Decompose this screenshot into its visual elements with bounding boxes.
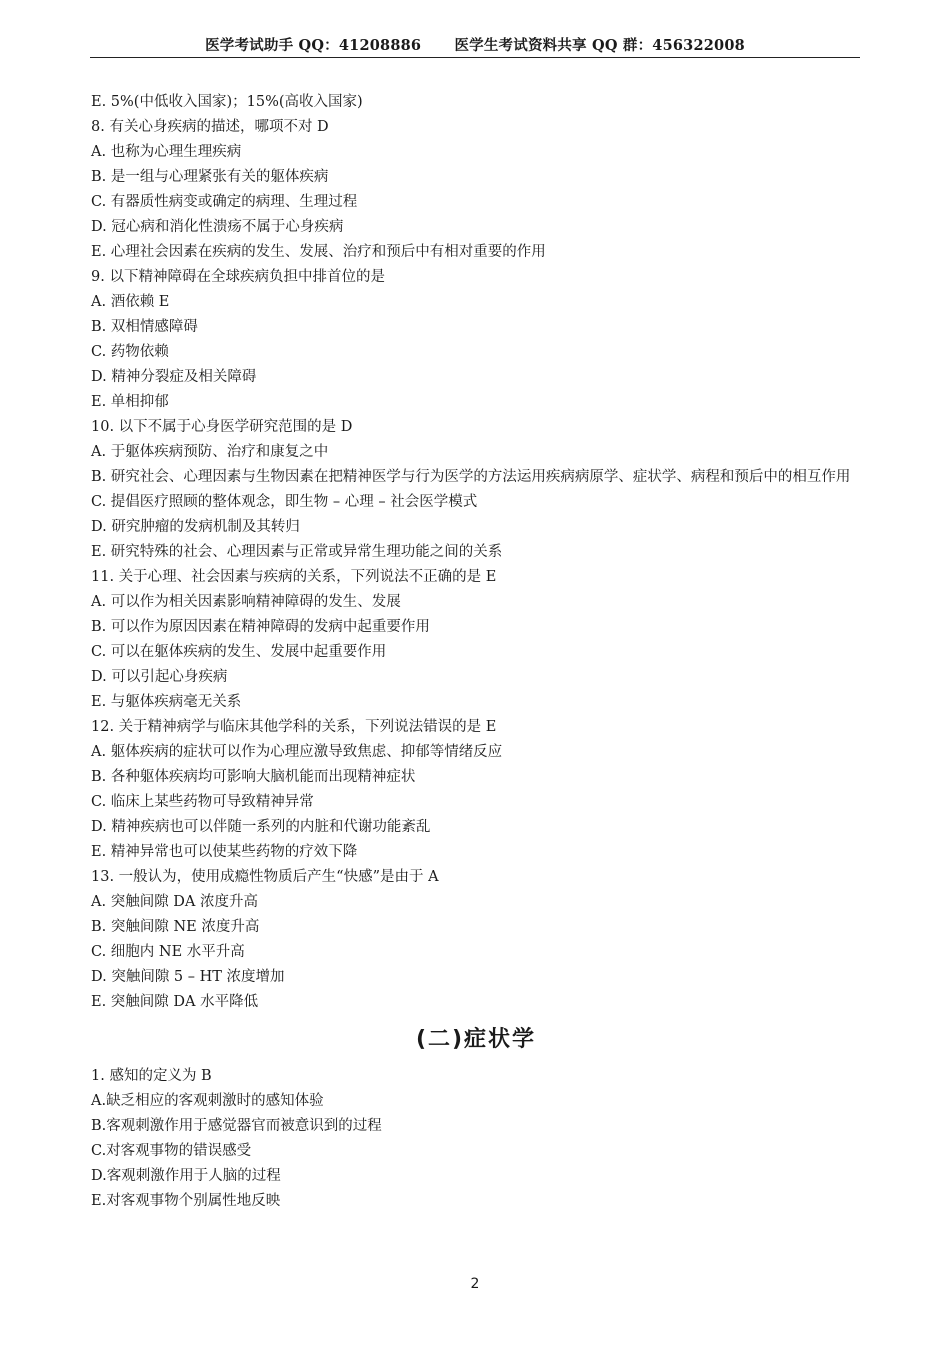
- text-line: E. 研究特殊的社会、心理因素与正常或异常生理功能之间的关系: [91, 544, 503, 560]
- text-line: C. 临床上某些药物可导致精神异常: [91, 794, 314, 810]
- text-line: E.对客观事物个别属性地反映: [91, 1193, 281, 1209]
- text-line: D. 精神疾病也可以伴随一系列的内脏和代谢功能紊乱: [91, 819, 431, 835]
- header-left-text: 医学考试助手 QQ：41208886: [205, 37, 422, 54]
- text-line: B. 是一组与心理紧张有关的躯体疾病: [91, 169, 329, 185]
- text-line: D. 研究肿瘤的发病机制及其转归: [91, 519, 300, 535]
- text-line: 10. 以下不属于心身医学研究范围的是 D: [91, 419, 353, 435]
- text-line: B. 双相情感障碍: [91, 319, 198, 335]
- text-line: D. 可以引起心身疾病: [91, 669, 228, 685]
- page-header: [90, 34, 860, 55]
- question-list-part1: [91, 90, 861, 1015]
- text-line: A. 酒依赖 E: [91, 294, 170, 310]
- text-line: C. 细胞内 NE 水平升高: [91, 944, 245, 960]
- text-line: A. 躯体疾病的症状可以作为心理应激导致焦虑、抑郁等情绪反应: [91, 744, 503, 760]
- text-line: B. 研究社会、心理因素与生物因素在把精神医学与行为医学的方法运用疾病病原学、症状学、病程和预后中的相互作用: [91, 469, 851, 485]
- text-line: C. 提倡医疗照顾的整体观念，即生物 – 心理 – 社会医学模式: [91, 494, 478, 510]
- text-line: E. 精神异常也可以使某些药物的疗效下降: [91, 844, 358, 860]
- text-line: 13. 一般认为，使用成瘾性物质后产生“快感”是由于 A: [91, 869, 439, 885]
- page-number: 2: [470, 1276, 480, 1292]
- text-line: B. 突触间隙 NE 浓度升高: [91, 919, 260, 935]
- text-line: A. 于躯体疾病预防、治疗和康复之中: [91, 444, 329, 460]
- section-title: (二)症状学: [415, 1027, 537, 1052]
- text-line: C.对客观事物的错误感受: [91, 1143, 252, 1159]
- text-line: C. 有器质性病变或确定的病理、生理过程: [91, 194, 358, 210]
- text-line: A. 突触间隙 DA 浓度升高: [91, 894, 259, 910]
- text-line: E. 突触间隙 DA 水平降低: [91, 994, 259, 1010]
- text-line: B. 可以作为原因因素在精神障碍的发病中起重要作用: [91, 619, 430, 635]
- text-line: E. 单相抑郁: [91, 394, 169, 410]
- text-line: D.客观刺激作用于人脑的过程: [91, 1168, 281, 1184]
- text-line: D. 突触间隙 5 – HT 浓度增加: [91, 969, 285, 985]
- text-line: B.客观刺激作用于感觉器官而被意识到的过程: [91, 1118, 382, 1134]
- text-line: 1. 感知的定义为 B: [91, 1068, 212, 1084]
- text-line: D. 精神分裂症及相关障碍: [91, 369, 257, 385]
- header-rule: [90, 57, 860, 58]
- text-line: 8. 有关心身疾病的描述，哪项不对 D: [91, 119, 329, 135]
- text-line: C. 药物依赖: [91, 344, 169, 360]
- text-line: E. 心理社会因素在疾病的发生、发展、治疗和预后中有相对重要的作用: [91, 244, 546, 260]
- text-line: 12. 关于精神病学与临床其他学科的关系，下列说法错误的是 E: [91, 719, 497, 735]
- text-line: D. 冠心病和消化性溃疡不属于心身疾病: [91, 219, 344, 235]
- text-line: C. 可以在躯体疾病的发生、发展中起重要作用: [91, 644, 387, 660]
- document-body: [91, 90, 861, 1214]
- text-line: E. 与躯体疾病毫无关系: [91, 694, 242, 710]
- text-line: 9. 以下精神障碍在全球疾病负担中排首位的是: [91, 269, 385, 285]
- text-line: A.缺乏相应的客观刺激时的感知体验: [91, 1093, 324, 1109]
- text-line: 11. 关于心理、社会因素与疾病的关系，下列说法不正确的是 E: [91, 569, 497, 585]
- question-list-part2: [91, 1064, 861, 1214]
- text-line: E. 5%(中低收入国家)；15%(高收入国家): [91, 94, 363, 110]
- text-line: B. 各种躯体疾病均可影响大脑机能而出现精神症状: [91, 769, 416, 785]
- text-line: A. 可以作为相关因素影响精神障碍的发生、发展: [91, 594, 401, 610]
- text-line: A. 也称为心理生理疾病: [91, 144, 242, 160]
- header-right-text: 医学生考试资料共享 QQ 群：456322008: [454, 37, 745, 54]
